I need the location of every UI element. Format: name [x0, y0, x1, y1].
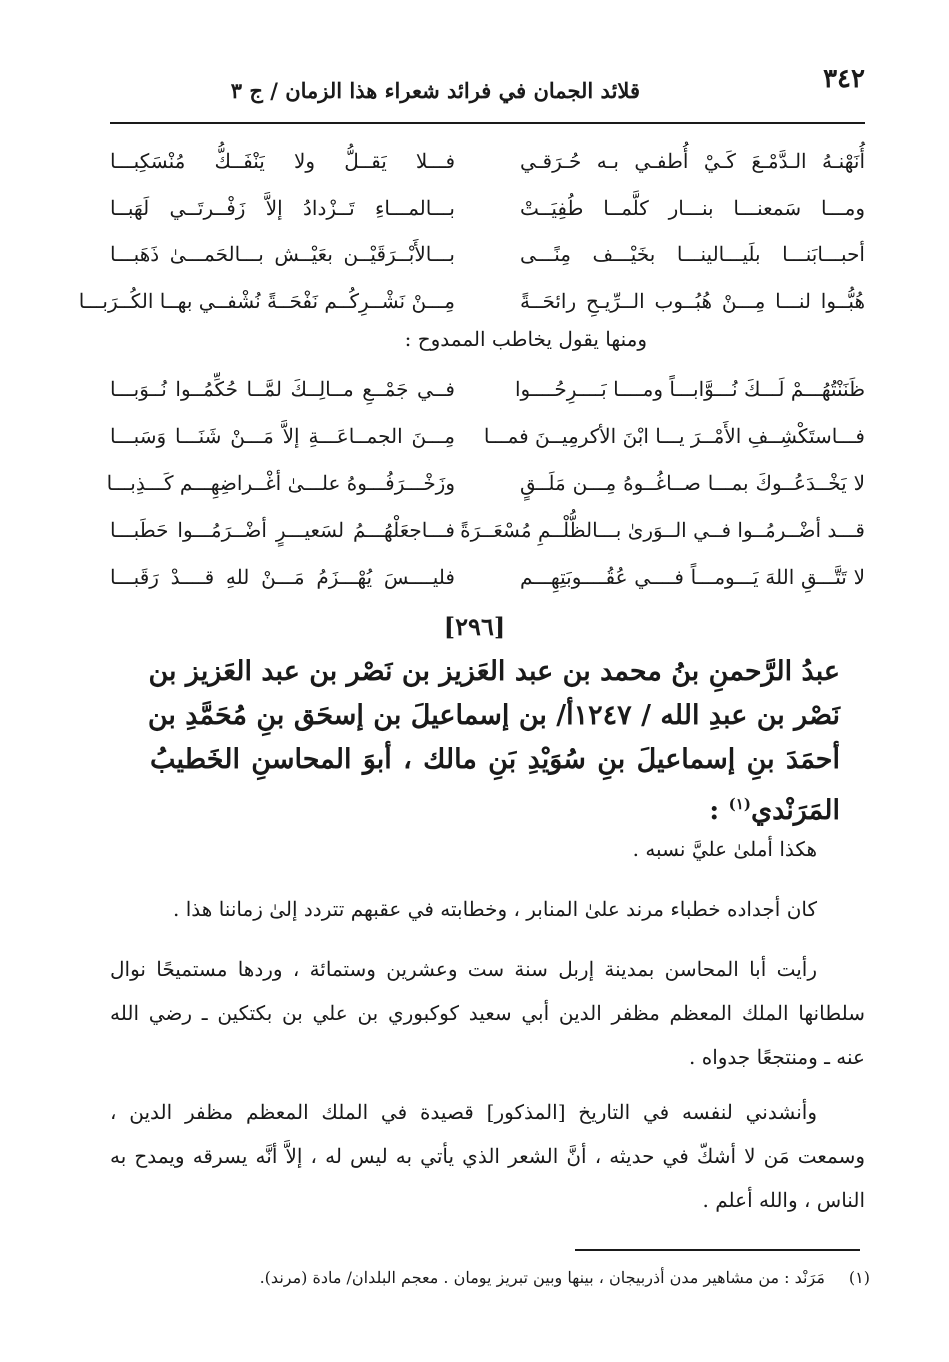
heading-line: نَصْر بن عبدِ الله / ١٢٤٧أ/ بن إسماعيلَ بن إسحَق بنِ مُحَمَّدِ بن — [147, 700, 840, 731]
paragraph-line: وأنشدني لنفسه في التاريخ [المذكور] قصيدة في الملك المعظم مظفر الدين ، — [110, 1100, 817, 1124]
heading-line: عبدُ الرَّحمنِ بنُ محمد بن عبد العَزيز بن نَصْر بن عبد العَزيز بن — [148, 656, 840, 687]
running-title: قلائد الجمان في فرائد شعراء هذا الزمان / ج ٣ — [230, 78, 640, 103]
verse-second-hemistich: فـــاجعَلْهُـــمُ لسَعيـــرٍ أضْــرَمُـــوا حَطَبـــا — [110, 518, 455, 542]
section-intro: ومنها يقول يخاطب الممدوح : — [404, 327, 647, 351]
verse-line — [110, 185, 865, 232]
footnote-marker[interactable]: (١) — [728, 795, 751, 813]
footnote — [200, 1268, 870, 1287]
verse-second-hemistich: وزَخْـــرَفُـــوهُ علـــىٰ أغْــراضِهِـــم كَـــذِبـــا — [106, 471, 455, 495]
verse-line — [78, 278, 865, 325]
paragraph-4 — [110, 1090, 865, 1222]
verse-second-hemistich: فليــــسَ يُهْـــزَمُ مَـــنْ للهِ قــــدْ رَقَبـــا — [110, 565, 455, 589]
paragraph-3 — [110, 947, 865, 1079]
footnote-number: (١) — [848, 1268, 870, 1287]
header-rule — [110, 122, 865, 124]
heading-nisba: المَرَنْدي — [750, 795, 840, 826]
verse-second-hemistich: مِـــنْ نَشْــرِكُــم نَفْحَــةً نُشْفــي بهــا الكُــرَبـــا — [78, 288, 455, 313]
verse-first-hemistich: قـــد أضْــرمُــوا فــي الــوَرىٰ بـــالظُّلْــمِ مُسْعَــرَةً — [460, 518, 865, 542]
verse-second-hemistich: فــي جَمْــعِ مــالِــكَ لمَّــا حُكِّمُــوا نُــوَبـــا — [110, 377, 455, 401]
entry-heading — [147, 650, 840, 826]
paragraph-line: وسمعت مَن لا أشكّ في حديثه ، أنَّ الشعر الذي يأتي به ليس له ، إلاَّ أنَّه يسرقه ويمدح به — [110, 1144, 865, 1168]
verse-line — [110, 138, 865, 185]
verse-first-hemistich: هُبُّــوا لنـــا مِـــنْ هُبُــوب الــرِّيـحِ رائحَــةً — [520, 288, 865, 313]
heading-last-line — [150, 782, 840, 826]
verse-first-hemistich: فـــاستَكْشِــفِ الأَمْــرَ يـــا ابْنَ الأكرمِيــنَ فمـــا — [483, 424, 865, 448]
verse-first-hemistich: لا يَخْــدَعُــوكَ بمـــا صــاغُــوهُ مِـــن مَلَــقٍ — [520, 471, 865, 495]
page-header — [110, 64, 865, 108]
footnote-text: مَرَنْد : من مشاهير مدن أذربيجان ، بينها وبين تبريز يومان . معجم البلدان/ مادة (مرند). — [259, 1268, 825, 1287]
verse-line — [110, 366, 865, 413]
paragraph-line: رأيت أبا المحاسن بمدينة إربل سنة ست وعشرين وستمائة ، وردها مستميحًا نوال — [110, 957, 817, 981]
verse-first-hemistich: ومـــا سَمعنـــا بنـــار كلَّمــا طُفِيَــتْ — [520, 195, 865, 220]
page-number: ٣٤٢ — [823, 64, 865, 94]
verse-first-hemistich: أحبـــابَنـــا بلَيـــالينـــا بخَيْـــف مِنًـــى — [520, 242, 865, 266]
paragraph-line: سلطانها الملك المعظم مظفر الدين أبي سعيد كوكبوري بن علي بن بكتكين ـ رضي الله — [110, 1001, 865, 1025]
paragraph-2 — [110, 887, 865, 931]
verse-line — [110, 554, 865, 601]
entry-number: [٢٩٦] — [443, 612, 506, 641]
verse-second-hemistich: بـــالأَبْــرَقَيْــن بعَيْــش بـــالحَمـــىٰ ذَهَبـــا — [110, 242, 455, 266]
poem-block-2 — [106, 366, 865, 601]
verse-second-hemistich: فـــلا يَقــلُّ ولا يَنْفَــكُّ مُنْسَكِبـــا — [110, 149, 455, 173]
footnote-rule — [575, 1249, 860, 1251]
verse-line — [110, 507, 865, 554]
verse-line — [110, 413, 865, 460]
heading-line: أحمَدَ بنِ إسماعيلَ بنِ سُوَيْدِ بَنِ مالك ، أبوَ المحاسنِ الخَطيبُ — [150, 744, 840, 775]
paragraph-line: هكذا أملىٰ عليَّ نسبه . — [632, 837, 817, 861]
verse-first-hemistich: أُنَهْنـهُ الـدَّمْـعَ كَـيْ أُطفـي بـه حُـرَقـي — [520, 149, 865, 173]
heading-colon: : — [709, 795, 720, 826]
verse-second-hemistich: مِـــنَ الجمــاعَـــةِ إلاَّ مَـــنْ شَنَـــا وَسَبـــا — [110, 424, 455, 448]
poem-block-1 — [78, 138, 865, 324]
paragraph-line: كان أجداده خطباء مرند علىٰ المنابر ، وخطابته في عقبهم تتردد إلىٰ زماننا هذا . — [173, 897, 817, 921]
paragraph-line: عنه ـ ومنتجعًا جدواه . — [689, 1045, 865, 1069]
verse-first-hemistich: ظَنَنْتُهُـــمْ لَـــكَ نُـــوَّابـــاً ومــــا بَــــرِحُــــوا — [515, 377, 865, 401]
verse-line — [106, 460, 865, 507]
paragraph-1 — [110, 827, 865, 871]
verse-first-hemistich: لا تَتَّـــقِ اللهَ يَـــومـــاً فــــي عُقُــــوبَتِهِـــم — [520, 565, 865, 589]
verse-line — [110, 231, 865, 278]
paragraph-line: الناس ، والله أعلم . — [702, 1188, 865, 1212]
verse-second-hemistich: بـــالمـــاءِ تَــزْدادُ إلاَّ زَفْــرتَــي لَهَبــا — [110, 195, 455, 220]
